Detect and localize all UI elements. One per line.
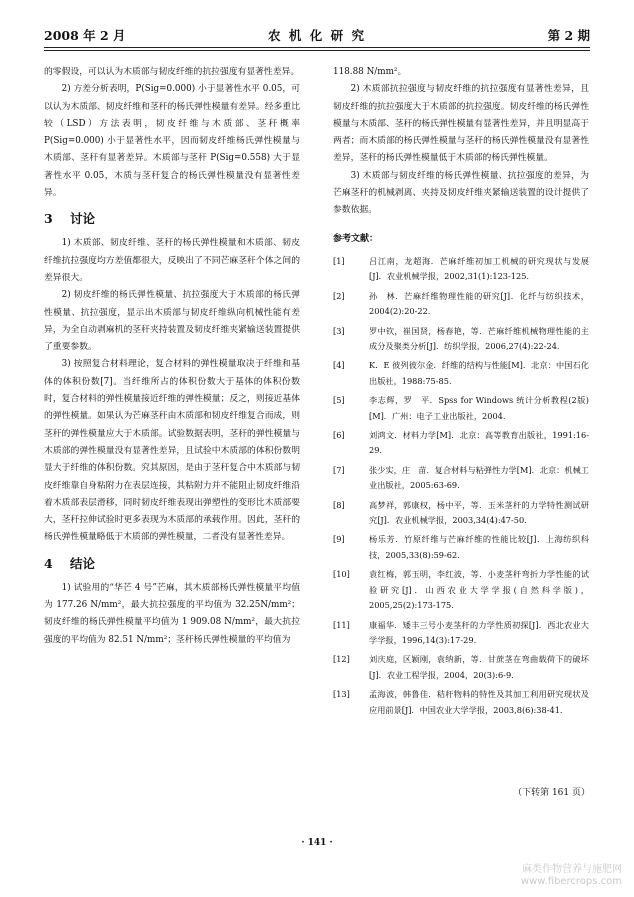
- reference-text: 袁红梅，郭玉明，李红波，等．小麦茎秆弯折力学性能的试验研究[J]．山西农业大学学报(自然科学版)，2005,25(2):173-175.: [369, 569, 589, 611]
- references-heading: 参考文献：: [333, 233, 379, 244]
- paragraph: 的零假设，可以认为木质部与韧皮纤维的抗拉强度有显著性差异。: [44, 67, 300, 77]
- paragraph: 2) 木质部抗拉强度与韧皮纤维的抗拉强度有显著性差异，且韧皮纤维的抗拉强度大于木质部的抗拉强度。韧皮纤维的杨氏弹性模量与木质部、茎秆的杨氏弹性模量有显著性差异，并且明显高于两者；而木质部的杨氏弹性模量与茎秆的杨氏弹性模量没有显著性差异，茎秆的杨氏弹性模量低于木质部的杨氏弹性模量。: [333, 84, 589, 164]
- section-number: 3: [44, 211, 53, 227]
- reference-number: [12]: [333, 654, 350, 665]
- paragraph: 1) 木质部、韧皮纤维、茎秆的杨氏弹性模量和木质部、韧皮纤维抗拉强度均方差值都很大，反映出了不同芒麻茎秆个体之间的差异很大。: [44, 238, 300, 283]
- reference-text: 罗中钦，崔国贤，杨春艳，等．芒麻纤维机械物理性能的主成分及聚类分析[J]．纺织学报，2006,27(4):22-24.: [369, 325, 589, 351]
- reference-item: [333, 618, 589, 649]
- reference-list: [333, 254, 589, 718]
- reference-number: [11]: [333, 619, 350, 630]
- reference-number: [10]: [333, 569, 350, 580]
- reference-number: [1]: [333, 255, 345, 266]
- reference-text: 刘鸿文．材料力学[M]．北京：高等教育出版社，1991:16-29.: [369, 430, 589, 456]
- reference-number: [13]: [333, 689, 350, 700]
- watermark-url: www.fibercrops.com: [520, 876, 622, 887]
- watermark-name: 麻类作物营养与施肥网: [522, 864, 622, 875]
- reference-text: 张少实，庄 苗．复合材料与粘弹性力学[M]．北京：机械工业出版社，2005:63-69.: [369, 464, 589, 491]
- watermark: [521, 864, 622, 888]
- issue-number: 第 2 期: [547, 28, 590, 43]
- reference-number: [2]: [333, 290, 345, 301]
- left-column: [44, 64, 300, 649]
- reference-number: [8]: [333, 499, 345, 510]
- reference-text: 孟海波，韩鲁佳．秸秆物料的特性及其加工利用研究现状及应用前景[J]．中国农业大学学报，2003,8(6):38-41.: [369, 689, 589, 715]
- reference-number: [4]: [333, 360, 345, 371]
- reference-number: [6]: [333, 430, 345, 441]
- reference-number: [7]: [333, 464, 345, 475]
- section-heading-conclusion: [44, 555, 300, 573]
- section-heading-discussion: [44, 210, 300, 228]
- reference-text: 杨乐芳．竹原纤维与芒麻纤维的性能比较[J]．上海纺织科技，2005,33(8):59-62.: [369, 534, 589, 560]
- page-number: · 141 ·: [301, 838, 333, 848]
- right-column: [333, 64, 589, 722]
- reference-item: [333, 358, 589, 389]
- reference-number: [3]: [333, 325, 345, 336]
- reference-item: [333, 324, 589, 355]
- reference-item: [333, 393, 589, 424]
- reference-item: [333, 463, 589, 494]
- header-date: 2008 年 2 月: [44, 28, 126, 43]
- reference-text: 刘庆庭，区颖刚，袁纳新，等．甘蔗茎在弯曲载荷下的破坏[J]．农业工程学报，2004，20(3):6-9.: [369, 654, 589, 680]
- reference-text: 康福华．矮丰三号小麦茎秆的力学性质初探[J]．西北农业大学学报，1996,14(3):17-29.: [369, 619, 589, 645]
- section-number: 4: [44, 555, 53, 571]
- reference-item: [333, 567, 589, 613]
- reference-text: 李志辉，罗 平．Spss for Windows 统计分析教程(2版)[M]．广州：电子工业出版社，2004.: [369, 395, 589, 421]
- running-header: [44, 26, 590, 46]
- paragraph: 2) 方差分析表明，P(Sig=0.000) 小于显著性水平 0.05，可以认为木质部、韧皮纤维和茎秆的杨氏弹性模量有差异。经多重比较（LSD）方法表明，韧皮纤维与木质部、茎秆概率 P(Sig=0.000) 小于显著性水平，因而韧皮纤维杨氏弹性模量与木质部、茎秆有显著差异。木质部与茎秆 P(Sig=0.558) 大于显著性水平 0.05，木质与茎秆复合的杨氏弹性模量没有显著性差异。: [44, 84, 300, 199]
- paragraph: 2) 韧皮纤维的杨氏弹性模量、抗拉强度大于木质部的杨氏弹性模量、抗拉强度，显示出木质部与韧皮纤维纵向机械性能有差异，为全自动剥麻机的茎秆夹持装置及韧皮纤维夹紧输送装置提供了重要参数。: [44, 290, 300, 353]
- journal-title: 农 机 化 研 究: [268, 28, 366, 43]
- continued-note: （下转第 161 页）: [513, 788, 590, 798]
- section-title: 结论: [70, 555, 96, 571]
- paragraph: 3) 木质部与韧皮纤维的杨氏弹性模量、抗拉强度的差异，为芒麻茎秆的机械剥离、夹持及韧皮纤维夹紧输送装置的设计提供了参数依据。: [333, 170, 589, 216]
- reference-text: 高梦祥，郭康权，杨中平，等．玉米茎秆的力学特性测试研究[J]．农业机械学报，2003,34(4):47-50.: [369, 499, 589, 526]
- reference-item: [333, 428, 589, 459]
- reference-item: [333, 254, 589, 285]
- reference-text: 吕江南，龙超海．芒麻纤维初加工机械的研究现状与发展[J]．农业机械学报，2002,31(1):123-125.: [369, 255, 589, 282]
- reference-item: [333, 532, 589, 563]
- paragraph: 3) 按照复合材料理论，复合材料的弹性模量取决于纤维和基体的体积份数[7]。当纤维所占的体积份数大于基体的体积份数时，复合材料的弹性模量接近纤维的弹性模量；反之，则接近基体的弹性模量。如果认为芒麻茎秆由木质部和韧皮纤维复合而成，则茎秆的弹性模量应大于木质部。试验数据表明，茎秆的弹性模量与木质部的弹性模量没有显著性差异，且试验中木质部的体积份数明显大于纤维的体积份数。究其原因，是由于茎秆复合中木质部与韧皮纤维靠自身粘附力在表层连接，其粘附力并不能阻止韧皮纤维沿着木质部表层滑移，同时韧皮纤维表现出弹塑性的变形比木质部要大，茎秆拉伸试验时更多表现为木质部的承载作用。因此，茎秆的杨氏弹性模量略低于木质部的弹性模量，二者没有显著性差异。: [44, 359, 300, 543]
- reference-item: [333, 498, 589, 529]
- reference-number: [9]: [333, 534, 345, 545]
- reference-item: [333, 652, 589, 683]
- paragraph: 1) 试验用的“华芒 4 号”芒麻，其木质部杨氏弹性模量平均值为 177.26 N/mm²，最大抗拉强度的平均值为 32.25N/mm²；韧皮纤维的杨氏弹性模量平均值为 1 909.08 N/mm²，最大抗拉强度的平均值为 82.51 N/mm²；茎秆杨氏弹性模量的平均值为: [44, 582, 300, 645]
- reference-number: [5]: [333, 395, 345, 406]
- paragraph-continuation: 118.88 N/mm²。: [333, 67, 407, 77]
- section-title: 讨论: [70, 211, 96, 227]
- reference-text: K．E 彼列彼尔金．纤维的结构与性能[M]．北京：中国石化出版社，1988:75-85.: [369, 360, 589, 386]
- header-rule: [44, 47, 590, 51]
- reference-text: 孙 林．芒麻纤维物理性能的研究[J]．化纤与纺织技术，2004(2):20-22.: [369, 290, 589, 317]
- reference-item: [333, 687, 589, 718]
- reference-item: [333, 289, 589, 320]
